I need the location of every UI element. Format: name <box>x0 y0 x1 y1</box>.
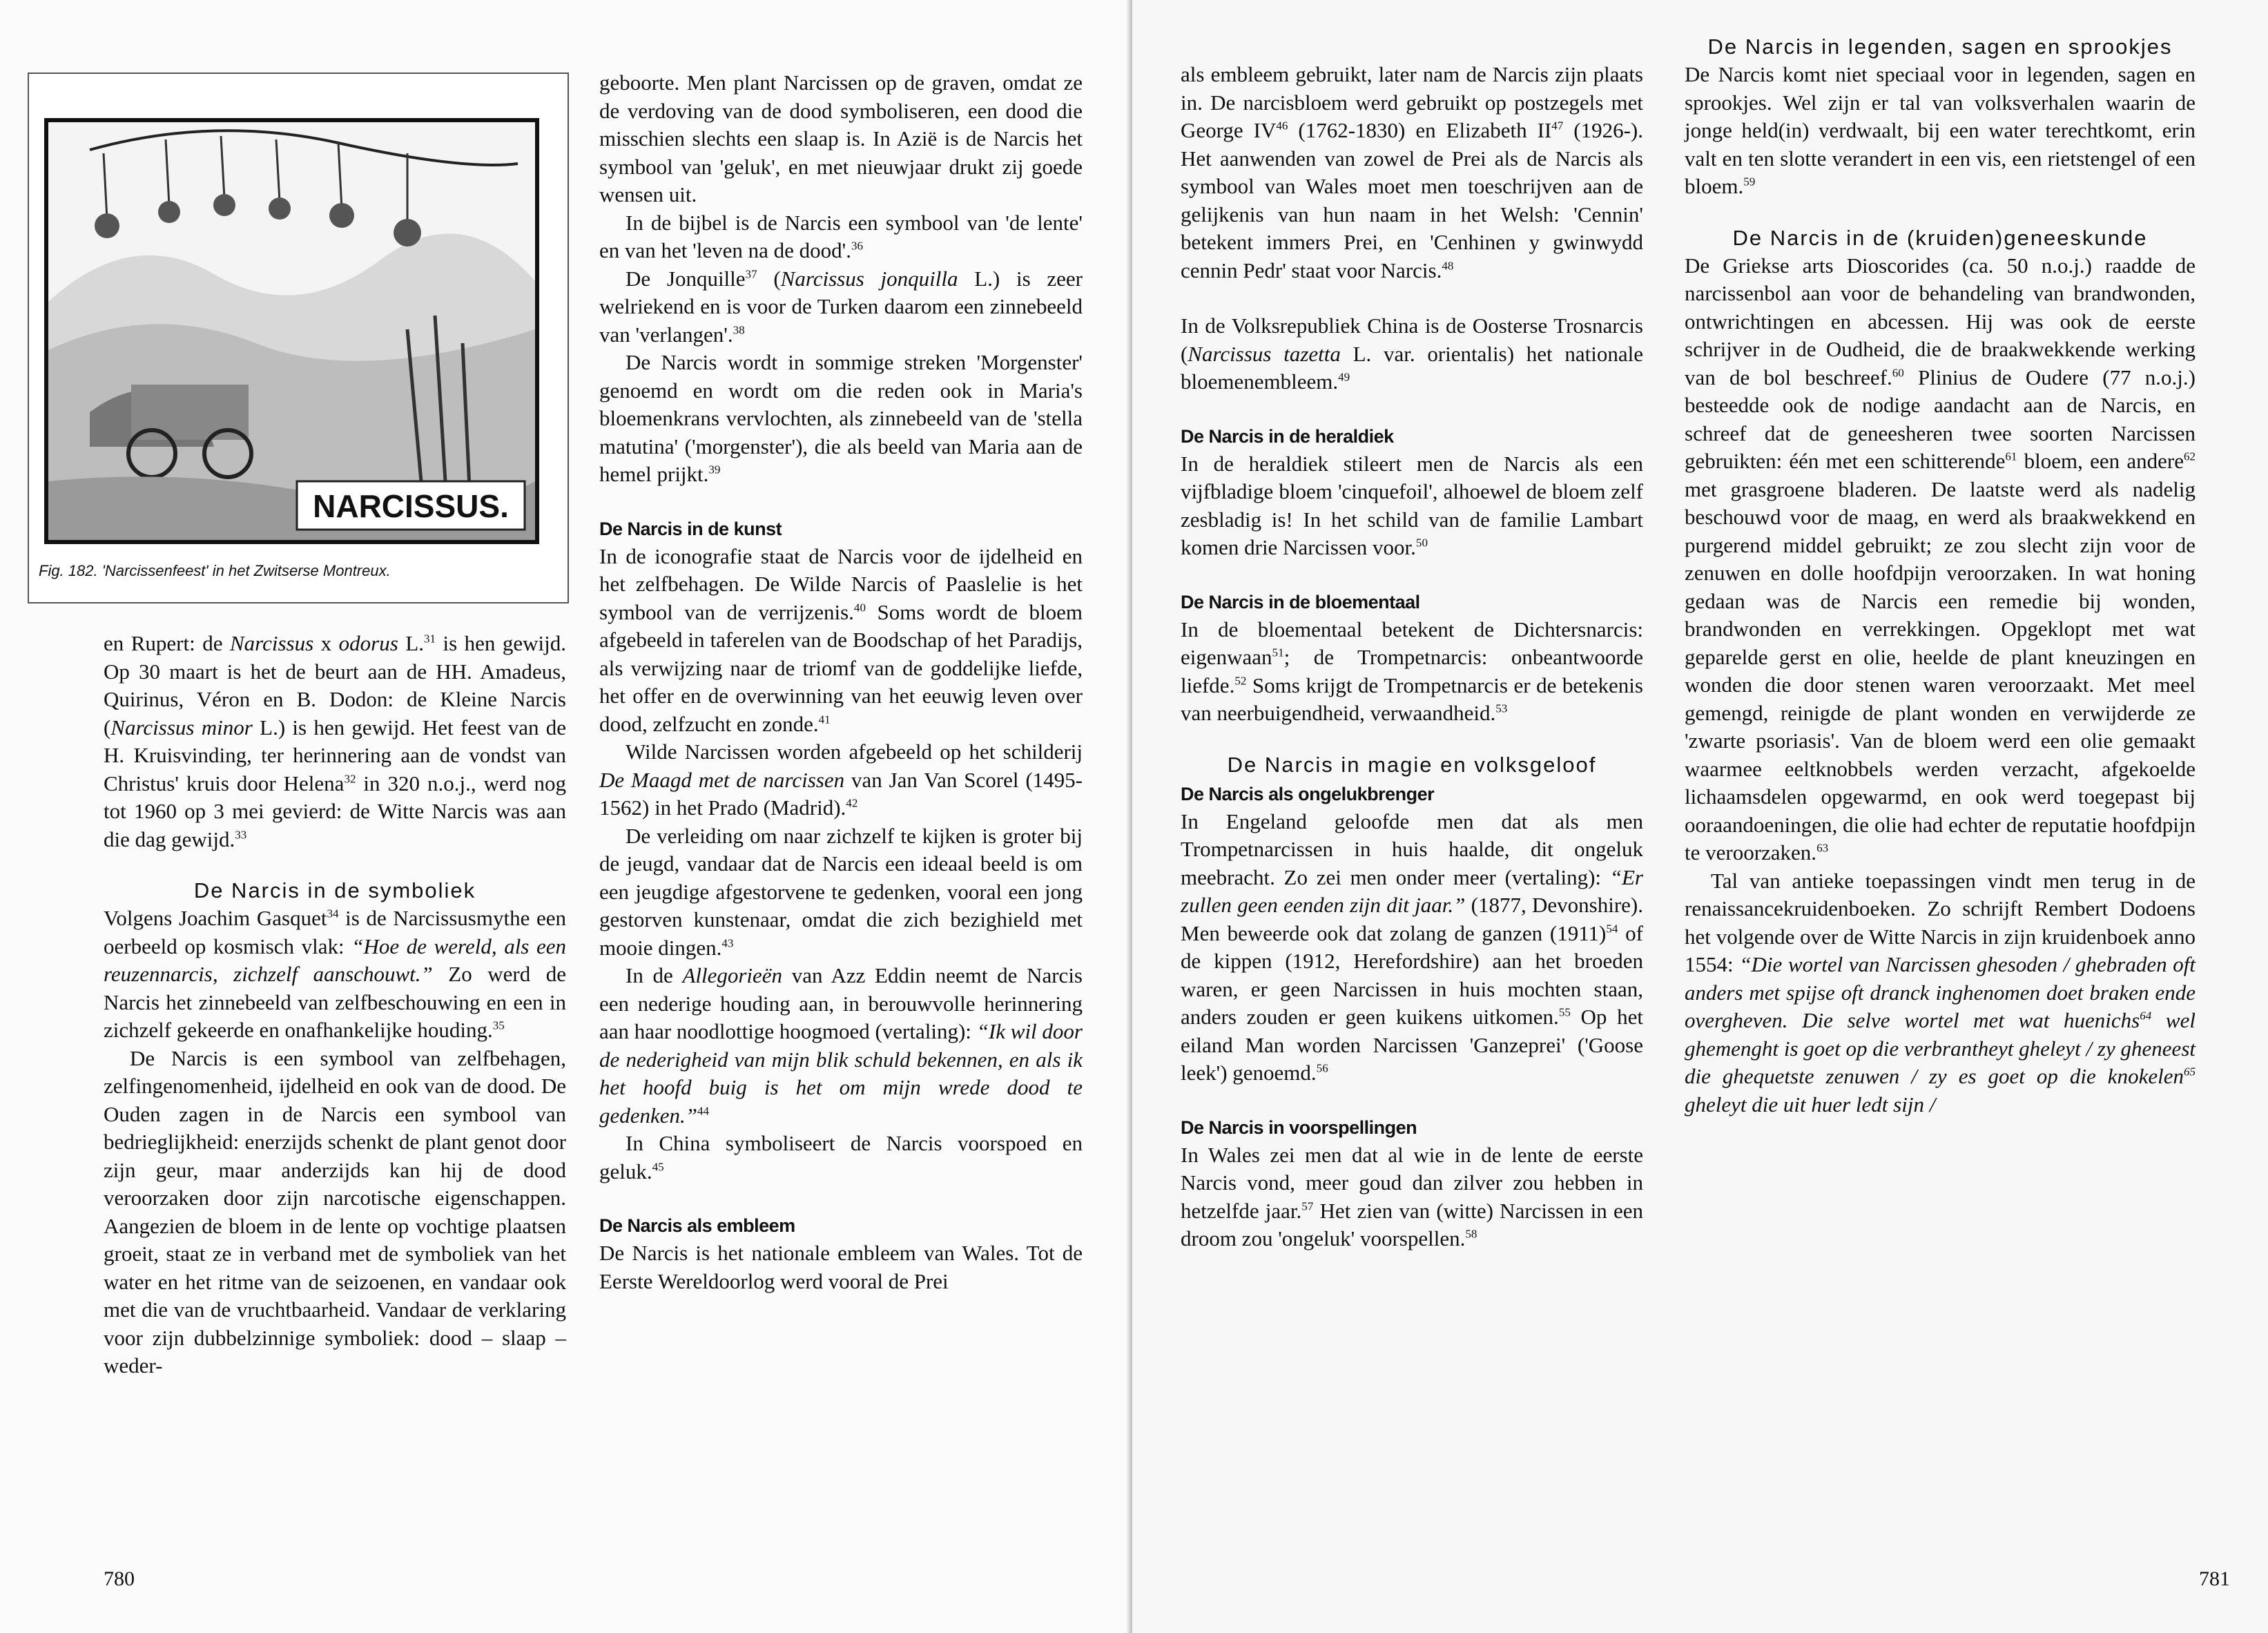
section-heading-de-narcis-in-de-kruiden-geneeskunde: De Narcis in de (kruiden)geneeskunde <box>1732 225 2148 250</box>
right-column-1 <box>1181 61 1643 1253</box>
page-number-right: 781 <box>2199 1567 2230 1590</box>
page-number-left: 780 <box>104 1567 135 1590</box>
paragraph: De Jonquille$^{37}$ (Narcissus jonquilla L.) is zeer welriekend en is voor de Turken daarom een zinnebeeld van 'verlangen'.$^{38}$ <box>599 266 1083 347</box>
paragraph: In China symboliseert de Narcis voorspoed en geluk.$^{45}$ <box>599 1131 1083 1183</box>
section-heading-de-narcis-in-legenden-sagen-en-sprookjes: De Narcis in legenden, sagen en sprookjes <box>1707 35 2173 59</box>
left-page <box>0 0 1132 1633</box>
paragraph: In de Volksrepubliek China is de Oosterse Trosnarcis (Narcissus tazetta L. var. orientalis) het nationale bloemenembleem.$^{49}$ <box>1181 313 1643 394</box>
paragraph: De Narcis is een symbool van zelfbehagen, zelfingenomenheid, ijdelheid en ook van de dood. De Ouden zagen in de Narcis een symbool van bedrieglijkheid: enerzijds schenkt de plant genot door zijn geur, maar anderzijds kan hij de dood veroorzaken door zijn narcotische eigenschappen. Aangezien de bloem in de lente op vochtige plaatsen groeit, staat ze in verband met de symboliek van het water en het ritme van de seizoenen, en vandaar ook met die van de vruchtbaarheid. Vandaar de verklaring voor zijn dubbelzinnige symboliek: dood – slaap – weder- <box>104 1045 566 1378</box>
paragraph: In Engeland geloofde men dat als men Trompetnarcissen in huis haalde, dit ongeluk meebracht. Zo zei men onder meer (vertaling): “Er zullen geen eenden zijn dit jaar.” (1877, Devonshire). Men beweerde ook dat zolang de ganzen $(1911)^{54}$ of de kippen (1912, Herefordshire) aan het broeden waren, er geen Narcissen in huis mochten staan, anders zouden er geen kuikens uitkomen.$^{55}$ Op het eiland Man worden Narcissen 'Ganzeprei' ('Goose leek') genoemd.$^{56}$ <box>1181 809 1644 1085</box>
section-heading-de-narcis-in-de-symboliek: De Narcis in de symboliek <box>193 878 476 902</box>
left-column-1 <box>104 630 566 1380</box>
paragraph: Tal van antieke toepassingen vindt men terug in de renaissancekruidenboeken. Zo schrijft Rembert Dodoens het volgende over de Witte Narcis in zijn kruidenboek anno 1554: “Die wortel van Narcissen ghesoden / ghebraden oft anders met spijse oft dranck inghenomen doet braken ende overgheven. Die selve wortel met wat huenichs$^{64}$ wel ghemenght is goet op die verbrantheyt gheleyt / zy gheneest die ghequetste zenuwen / zy es goet op die knokelen$^{65}$ gheleyt die uit huer ledt sijn / <box>1685 868 2196 1117</box>
paragraph: De Narcis is het nationale embleem van Wales. Tot de Eerste Wereldoorlog werd vooral de Prei <box>599 1241 1083 1293</box>
subheading-de-narcis-als-embleem: De Narcis als embleem <box>599 1215 795 1236</box>
paragraph: De Narcis wordt in sommige streken 'Morgenster' genoemd en wordt om die reden ook in Maria's bloemenkrans vervlochten, als zinnebeeld van de 'stella matutina' ('morgenster'), die als beeld van Maria aan de hemel prijkt.$^{39}$ <box>599 350 1083 486</box>
paragraph: als embleem gebruikt, later nam de Narcis zijn plaats in. De narcisbloem werd gebruikt op postzegels met George IV$^{46}$ (1762-1830) en Elizabeth II$^{47}$ (1926-). Het aanwenden van zowel de Prei als de Narcis als symbool van Wales moet men toeschrijven aan de gelijkenis van hun naam in het Welsh: 'Cennin' betekent immers Prei, en 'Cenhinen y gwinwydd cennin Pedr' staat voor Narcis.$^{48}$ <box>1181 62 1643 282</box>
paragraph: De verleiding om naar zichzelf te kijken is groter bij de jeugd, vandaar dat de Narcis een ideaal beeld is om een jeugdige afgestorvene te gedenken, vooral een jong gestorven kunstenaar, omdat die zich bezighield met mooie dingen.$^{43}$ <box>599 823 1083 960</box>
paragraph: In de bijbel is de Narcis een symbool van 'de lente' en van het 'leven na de dood'.$^{36}$ <box>599 210 1083 262</box>
figure-182 <box>28 73 569 603</box>
narcissus-festival-illustration <box>44 118 539 544</box>
paragraph: Wilde Narcissen worden afgebeeld op het schilderij De Maagd met de narcissen van Jan Van Scorel (1495-1562) in het Prado (Madrid).$^{42}$ <box>599 740 1083 820</box>
paragraph: De Narcis komt niet speciaal voor in legenden, sagen en sprookjes. Wel zijn er tal van volksverhalen waarin de jonge held(in) verdwaalt, bij een water terechtkomt, erin valt en ten slotte verandert in een vis, een rietstengel of een bloem.$^{59}$ <box>1685 62 2196 198</box>
paragraph: In de Allegorieën van Azz Eddin neemt de Narcis een nederige houding aan, in berouwvolle herinnering aan haar noodlottige hoogmoed (vertaling): “Ik wil door de nederigheid van mijn blik schuld bekennen, en als ik het hoofd buig is het om mijn wrede dood te gedenken.”$^{44}$ <box>599 963 1083 1128</box>
figure-caption: Fig. 182. 'Narcissenfeest' in het Zwitserse Montreux. <box>39 562 391 579</box>
section-heading-de-narcis-in-magie-en-volksgeloof: De Narcis in magie en volksgeloof <box>1227 752 1597 777</box>
subheading-de-narcis-in-de-kunst: De Narcis in de kunst <box>599 518 782 539</box>
figure-image-label: NARCISSUS. <box>313 488 509 524</box>
paragraph: In de bloementaal betekent de Dichtersnarcis: eigenwaan$^{51}$; de Trompetnarcis: onbeantwoorde liefde.$^{52}$ Soms krijgt de Trompetnarcis er de betekenis van neerbuigendheid, verwaandheid.$^{53}$ <box>1181 617 1643 725</box>
subheading-de-narcis-in-de-heraldiek: De Narcis in de heraldiek <box>1181 425 1394 447</box>
subheading-de-narcis-in-voorspellingen: De Narcis in voorspellingen <box>1181 1117 1417 1138</box>
subheading-de-narcis-in-de-bloementaal: De Narcis in de bloementaal <box>1181 591 1420 612</box>
paragraph: Volgens Joachim Gasquet$^{34}$ is de Narcissusmythe een oerbeeld op kosmisch vlak: “Hoe de wereld, als een reuzennarcis, zichzelf aanschouwt.” Zo werd de Narcis het zinnebeeld van zelfbeschouwing en een in zichzelf gekeerde en onafhankelijke houding.$^{35}$ <box>104 906 566 1042</box>
paragraph: In de iconografie staat de Narcis voor de ijdelheid en het zelfbehagen. De Wilde Narcis of Paaslelie is het symbool van de verrijzenis.$^{40}$ Soms wordt de bloem afgebeeld in taferelen van de Boodschap of het Paradijs, als verwijzing naar de triomf van de goddelijke liefde, het offer en de overwinning van het eeuwig leven over dood, zelfzucht en zonde.$^{41}$ <box>599 543 1083 736</box>
subheading-de-narcis-als-ongelukbrenger: De Narcis als ongelukbrenger <box>1181 783 1435 804</box>
paragraph: geboorte. Men plant Narcissen op de graven, omdat ze de verdoving van de dood symboliseren, een dood die misschien slechts een slaap is. In Azië is de Narcis het symbool van 'geluk', en met nieuwjaar drukt zij goede wensen uit. <box>599 70 1083 206</box>
right-page <box>1132 0 2268 1633</box>
paragraph: In Wales zei men dat al wie in de lente de eerste Narcis vond, meer goud dan zilver zou hebben in hetzelfde jaar.$^{57}$ Het zien van (witte) Narcissen in een droom zou 'ongeluk' voorspellen.$^{58}$ <box>1181 1142 1643 1250</box>
paragraph: en Rupert: de Narcissus x odorus L.$^{31}$ is hen gewijd. Op 30 maart is het de beurt aan de HH. Amadeus, Quirinus, Véron en B. Dodon: de Kleine Narcis (Narcissus minor L.) is hen gewijd. Het feest van de H. Kruisvinding, ter herinnering aan de vondst van Christus' kruis door Helena$^{32}$ in 320 n.o.j., werd nog tot 1960 op 3 mei gevierd: de Witte Narcis was aan die dag gewijd.$^{33}$ <box>104 631 567 851</box>
paragraph: De Griekse arts Dioscorides (ca. 50 n.o.j.) raadde de narcissenbol aan voor de behandeling van brandwonden, ontwrichtingen en abcessen. Hij was ook de eerste schrijver in de Oudheid, die de braakwekkende werking van de bol beschreef.$^{60}$ Plinius de Oudere (77 n.o.j.) besteedde ook de nodige aandacht aan de Narcis, en schreef dat de geneesheren twee soorten Narcissen gebruikten: één met een schitterende$^{61}$ bloem, een andere$^{62}$ met grasgroene bladeren. De laatste werd als nadelig beschouwd voor de maag, en werd als braakwekkend en purgerend middel gebruikt; ze zou slecht zijn voor de zenuwen en dolle hoofdpijn veroorzaken. In wat honing gedaan was de Narcis een remedie bij wonden, brandwonden en verrekkingen. Opgeklopt met wat geparelde gerst en olie, heelde de plant kneuzingen en wonden die door stenen waren veroorzaakt. Met meel gemengd, reinigde de plant wonden en verwijderde ze 'zwarte psoriasis'. Van de bloem werd een olie gemaakt waarmee eeltknobbels werden verzacht, afgekoelde lichaamsdelen opgewarmd, en ook werd toegepast bij ooraandoeningen, die olie had echter de reputatie hoofdpijn te veroorzaken.$^{63}$ <box>1685 253 2196 864</box>
right-column-2 <box>1685 33 2196 1119</box>
paragraph: In de heraldiek stileert men de Narcis als een vijfbladige bloem 'cinquefoil', alhoewel de bloem zelf zesbladig is! In het schild van de familie Lambart komen drie Narcissen voor.$^{50}$ <box>1181 451 1643 559</box>
left-column-2 <box>599 69 1083 1295</box>
